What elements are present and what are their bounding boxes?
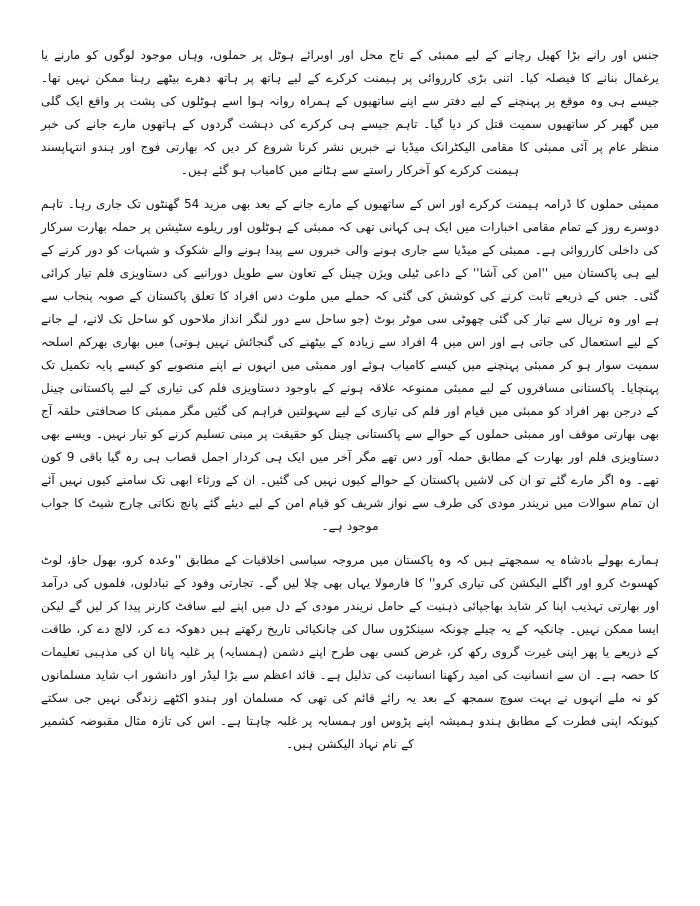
paragraph-3: ہمارے بھولے بادشاہ یہ سمجھتے ہیں کہ وہ پاکستان میں مروجہ سیاسی اخلاقیات کے مطابق ''وعدہ کرو، بھول جاؤ، لوٹ کھسوٹ کرو اور اگلے الیکشن کی تیاری کرو'' کا فارمولا یہاں بھی چلا لیں گے۔ تجارتی وفود کے تبادلوں، فلموں کی درآمد اور بھارتی تہذیب اپنا کر شاید بھاجپائی ذہنیت کے حامل نریندر مودی کے دل میں اپنے لیے سافٹ کارنر پیدا کر لیں گے لیکن ایسا ممکن نہیں۔ چانکیہ کے یہ چیلے چونکہ سینکڑوں سال کی چانکیائی تاریخ رکھتے ہیں دھوکہ دے کر، لالچ دے کر، طاقت کے ذریعے یا پھر اپنی غیرت گروی رکھ کر، غرض کسی بھی طرح اپنے دشمن (ہمسایہ) پر غلبہ پانا ان کی مذہبی تعلیمات کا حصہ ہے۔ ان سے انسانیت کی امید رکھنا انسانیت کی تذلیل ہے۔ قائد اعظم سے بڑا لیڈر اور دانشور اب شاید مسلمانوں کو نہ ملے انہوں نے بہت سوچ سمجھ کے بعد یہ رائے قائم کی تھی کہ مسلمان اور ہندو اکٹھے زندگی نہیں جی سکتے کیونکہ اپنی فطرت کے مطابق ہندو ہمیشہ اپنے پڑوس اور ہمسایہ پر غلبہ چاہتا ہے۔ اس کی تازہ مثال مقبوضہ کشمیر کے نام نہاد الیکشن ہیں۔ [41, 553, 659, 751]
paragraph-1: جنس اور رانے بڑا کھیل رچانے کے لیے ممبئی کے تاج محل اور اوبرائے ہوٹل پر حملوں، وہاں موجود لوگوں کو مارنے یا یرغمال بنانے کا فیصلہ کیا۔ اتنی بڑی کارروائی پر ہیمنت کرکرے کے لیے ہاتھ پر ہاتھ دھرے بیٹھے رہنا ممکن نہیں تھا۔ جیسے ہی وہ موقع پر پہنچنے کے لیے دفتر سے اپنے ساتھیوں کے ہمراہ روانہ ہوا اسے ہوٹلوں کی پشت پر واقع ایک گلی میں گھیر کر ساتھیوں سمیت قتل کر دیا گیا۔ تاہم جیسے ہی کرکرے کی دہشت گردوں کے ہاتھوں مارے جانے کی خبر منظر عام پر آئی ممبئی کا مقامی الیکٹرانک میڈیا نے خبریں نشر کرنا شروع کر دیں کہ بھارتی فوج اور ہندو انتہاپسند ہیمنت کرکرے کو آخرکار راستے سے ہٹانے میں کامیاب ہو گئے ہیں۔ [41, 48, 659, 177]
paragraph-2: ممبئی حملوں کا ڈرامہ ہیمنت کرکرے اور اس کے ساتھیوں کے مارے جانے کے بعد بھی مزید 54 گھنٹوں تک جاری رہا۔ تاہم دوسرے روز کے تمام مقامی اخبارات میں ایک ہی کہانی تھی کہ ممبئی کے ہوٹلوں اور ریلوے سٹیشن پر حملہ بھارت سرکار کی داخلی کارروائی ہے۔ ممبئی کے میڈیا سے جاری ہونے والی خبروں سے پیدا ہونے والے شکوک و شبہات کو دور کرنے کے لیے ہی پاکستان میں ''امن کی آشا'' کے داعی ٹیلی ویژن چینل کے تعاون سے طویل دورانیے کی دستاویزی فلم تیار کرائی گئی۔ جس کے ذریعے ثابت کرنے کی کوشش کی گئی کہ حملے میں ملوث دس افراد کا تعلق پاکستان کے صوبہ پنجاب سے ہے اور وہ ترپال سے تیار کی گئی چھوٹی سی موٹر بوٹ (جو ساحل سے دور لنگر انداز ملاحوں کو ساحل تک لانے، لے جانے کے لیے استعمال کی جاتی ہے اور اس میں 4 افراد سے زیادہ کے بیٹھنے کی گنجائش نہیں ہوتی) میں بھاری بھرکم اسلحہ سمیت سوار ہو کر ممبئی پہنچنے میں کیسے کامیاب ہوئے اور ممبئی میں انہوں نے اپنے منصوبے کو کیسے پایہ تکمیل تک پہنچایا۔ پاکستانی مسافروں کے لیے ممبئی ممنوعہ علاقہ ہونے کے باوجود دستاویزی فلم کی تیاری کے لیے پاکستانی چینل کے درجن بھر افراد کو ممبئی میں قیام اور فلم کی تیاری کے لیے سہولتیں فراہم کی گئیں مگر ممبئی کا صحافتی حلقہ آج بھی بھارتی موقف اور ممبئی حملوں کے حوالے سے پاکستانی چینل کو حقیقت پر مبنی تسلیم کرنے کو تیار نہیں۔ ویسے بھی دستاویزی فلم اور بھارت کے مطابق حملہ آور دس تھے مگر آخر میں ایک ہی کردار اجمل قصاب ہی رہ گیا باقی 9 کون تھے۔ وہ اگر مارے گئے تو ان کی لاشیں پاکستان کے حوالے کیوں نہیں کی گئیں۔ ان کے ورثاء ابھی تک سامنے کیوں نہیں آئے ان تمام سوالات میں نریندر مودی کی طرف سے نواز شریف کو قیام امن کے لیے دیئے گئے پانچ نکاتی چارج شیٹ کا جواب موجود ہے۔ [41, 197, 659, 533]
